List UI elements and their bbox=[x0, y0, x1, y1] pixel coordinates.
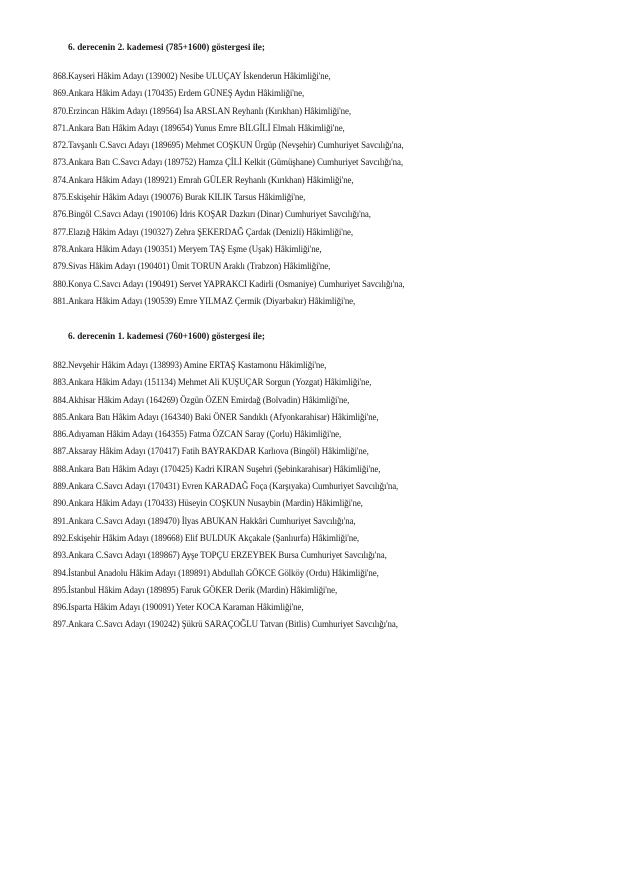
appointment-entry: 888.Ankara Batı Hâkim Adayı (170425) Kadri KIRAN Suşehri (Şebinkarahisar) Hâkimliği'ne, bbox=[53, 463, 381, 474]
section-heading: 6. derecenin 1. kademesi (760+1600) göstergesi ile; bbox=[68, 331, 265, 341]
appointment-entry: 889.Ankara C.Savcı Adayı (170431) Evren KARADAĞ Foça (Karşıyaka) Cumhuriyet Savcılığı'na, bbox=[53, 481, 399, 492]
appointment-entry: 869.Ankara Hâkim Adayı (170435) Erdem GÜNEŞ Aydın Hâkimliği'ne, bbox=[53, 88, 305, 99]
appointment-entry: 881.Ankara Hâkim Adayı (190539) Emre YILMAZ Çermik (Diyarbakır) Hâkimliği'ne, bbox=[53, 295, 356, 306]
appointment-entry: 877.Elazığ Hâkim Adayı (190327) Zehra ŞEKERDAĞ Çardak (Denizli) Hâkimliği'ne, bbox=[53, 226, 354, 237]
appointment-entry: 870.Erzincan Hâkim Adayı (189564) İsa ARSLAN Reyhanlı (Kırıkhan) Hâkimliği'ne, bbox=[53, 105, 351, 116]
appointment-entry: 891.Ankara C.Savcı Adayı (189470) İlyas ABUKAN Hakkâri Cumhuriyet Savcılığı'na, bbox=[53, 515, 356, 526]
appointment-entry: 878.Ankara Hâkim Adayı (190351) Meryem TAŞ Eşme (Uşak) Hâkimliği'ne, bbox=[53, 243, 322, 254]
appointment-entry: 890.Ankara Hâkim Adayı (170433) Hüseyin COŞKUN Nusaybin (Mardin) Hâkimliği'ne, bbox=[53, 498, 363, 509]
appointment-entry: 892.Eskişehir Hâkim Adayı (189668) Elif BULDUK Akçakale (Şanlıurfa) Hâkimliği'ne, bbox=[53, 532, 360, 543]
appointment-entry: 879.Sivas Hâkim Adayı (190401) Ümit TORUN Araklı (Trabzon) Hâkimliği'ne, bbox=[53, 261, 331, 272]
appointment-entry: 886.Adıyaman Hâkim Adayı (164355) Fatma ÖZCAN Saray (Çorlu) Hâkimliği'ne, bbox=[53, 429, 342, 440]
appointment-list bbox=[0, 69, 620, 311]
appointment-entry: 897.Ankara C.Savcı Adayı (190242) Şükrü SARAÇOĞLU Tatvan (Bitlis) Cumhuriyet Savcılığı'na, bbox=[53, 619, 398, 630]
appointment-entry: 896.Isparta Hâkim Adayı (190091) Yeter KOCA Karaman Hâkimliği'ne, bbox=[53, 602, 304, 613]
appointment-entry: 895.İstanbul Hâkim Adayı (189895) Faruk GÖKER Derik (Mardin) Hâkimliği'ne, bbox=[53, 584, 338, 595]
section-heading: 6. derecenin 2. kademesi (785+1600) göstergesi ile; bbox=[68, 42, 265, 52]
appointment-entry: 880.Konya C.Savcı Adayı (190491) Servet YAPRAKCI Kadirli (Osmaniye) Cumhuriyet Savcılığı'na, bbox=[53, 278, 405, 289]
appointment-entry: 871.Ankara Batı Hâkim Adayı (189654) Yunus Emre BİLGİLİ Elmalı Hâkimliği'ne, bbox=[53, 122, 345, 133]
appointment-entry: 882.Nevşehir Hâkim Adayı (138993) Amine ERTAŞ Kastamonu Hâkimliği'ne, bbox=[53, 360, 327, 370]
appointment-entry: 894.İstanbul Anadolu Hâkim Adayı (189891) Abdullah GÖKCE Gölköy (Ordu) Hâkimliği'ne, bbox=[53, 567, 379, 578]
appointment-entry: 868.Kayseri Hâkim Adayı (139002) Nesibe ULUÇAY İskenderun Hâkimliği'ne, bbox=[53, 71, 331, 81]
appointment-entry: 872.Tavşanlı C.Savcı Adayı (189695) Mehmet COŞKUN Ürgüp (Nevşehir) Cumhuriyet Savcılığı'na, bbox=[53, 140, 404, 151]
appointment-entry: 887.Aksaray Hâkim Adayı (170417) Fatih BAYRAKDAR Karlıova (Bingöl) Hâkimliği'ne, bbox=[53, 446, 369, 457]
section-grade-6-step-2 bbox=[0, 40, 620, 311]
section-grade-6-step-1 bbox=[0, 329, 620, 635]
appointment-list bbox=[0, 358, 620, 635]
appointment-entry: 876.Bingöl C.Savcı Adayı (190106) İdris KOŞAR Dazkırı (Dinar) Cumhuriyet Savcılığı'na, bbox=[53, 209, 371, 220]
appointment-entry: 875.Eskişehir Hâkim Adayı (190076) Burak KILIK Tarsus Hâkimliği'ne, bbox=[53, 192, 306, 203]
appointment-entry: 883.Ankara Hâkim Adayı (151134) Mehmet Ali KUŞUÇAR Sorgun (Yozgat) Hâkimliği'ne, bbox=[53, 377, 372, 388]
appointment-entry: 874.Ankara Hâkim Adayı (189921) Emrah GÜLER Reyhanlı (Kırıkhan) Hâkimliği'ne, bbox=[53, 174, 354, 185]
appointment-entry: 884.Akhisar Hâkim Adayı (164269) Özgün ÖZEN Emirdağ (Bolvadin) Hâkimliği'ne, bbox=[53, 394, 350, 405]
appointment-entry: 893.Ankara C.Savcı Adayı (189867) Ayşe TOPÇU ERZEYBEK Bursa Cumhuriyet Savcılığı'na, bbox=[53, 550, 387, 561]
appointment-entry: 885.Ankara Batı Hâkim Adayı (164340) Baki ÖNER Sandıklı (Afyonkarahisar) Hâkimliği'ne, bbox=[53, 411, 379, 422]
appointment-entry: 873.Ankara Batı C.Savcı Adayı (189752) Hamza ÇİLİ Kelkit (Gümüşhane) Cumhuriyet Savcılığı'na, bbox=[53, 157, 403, 168]
